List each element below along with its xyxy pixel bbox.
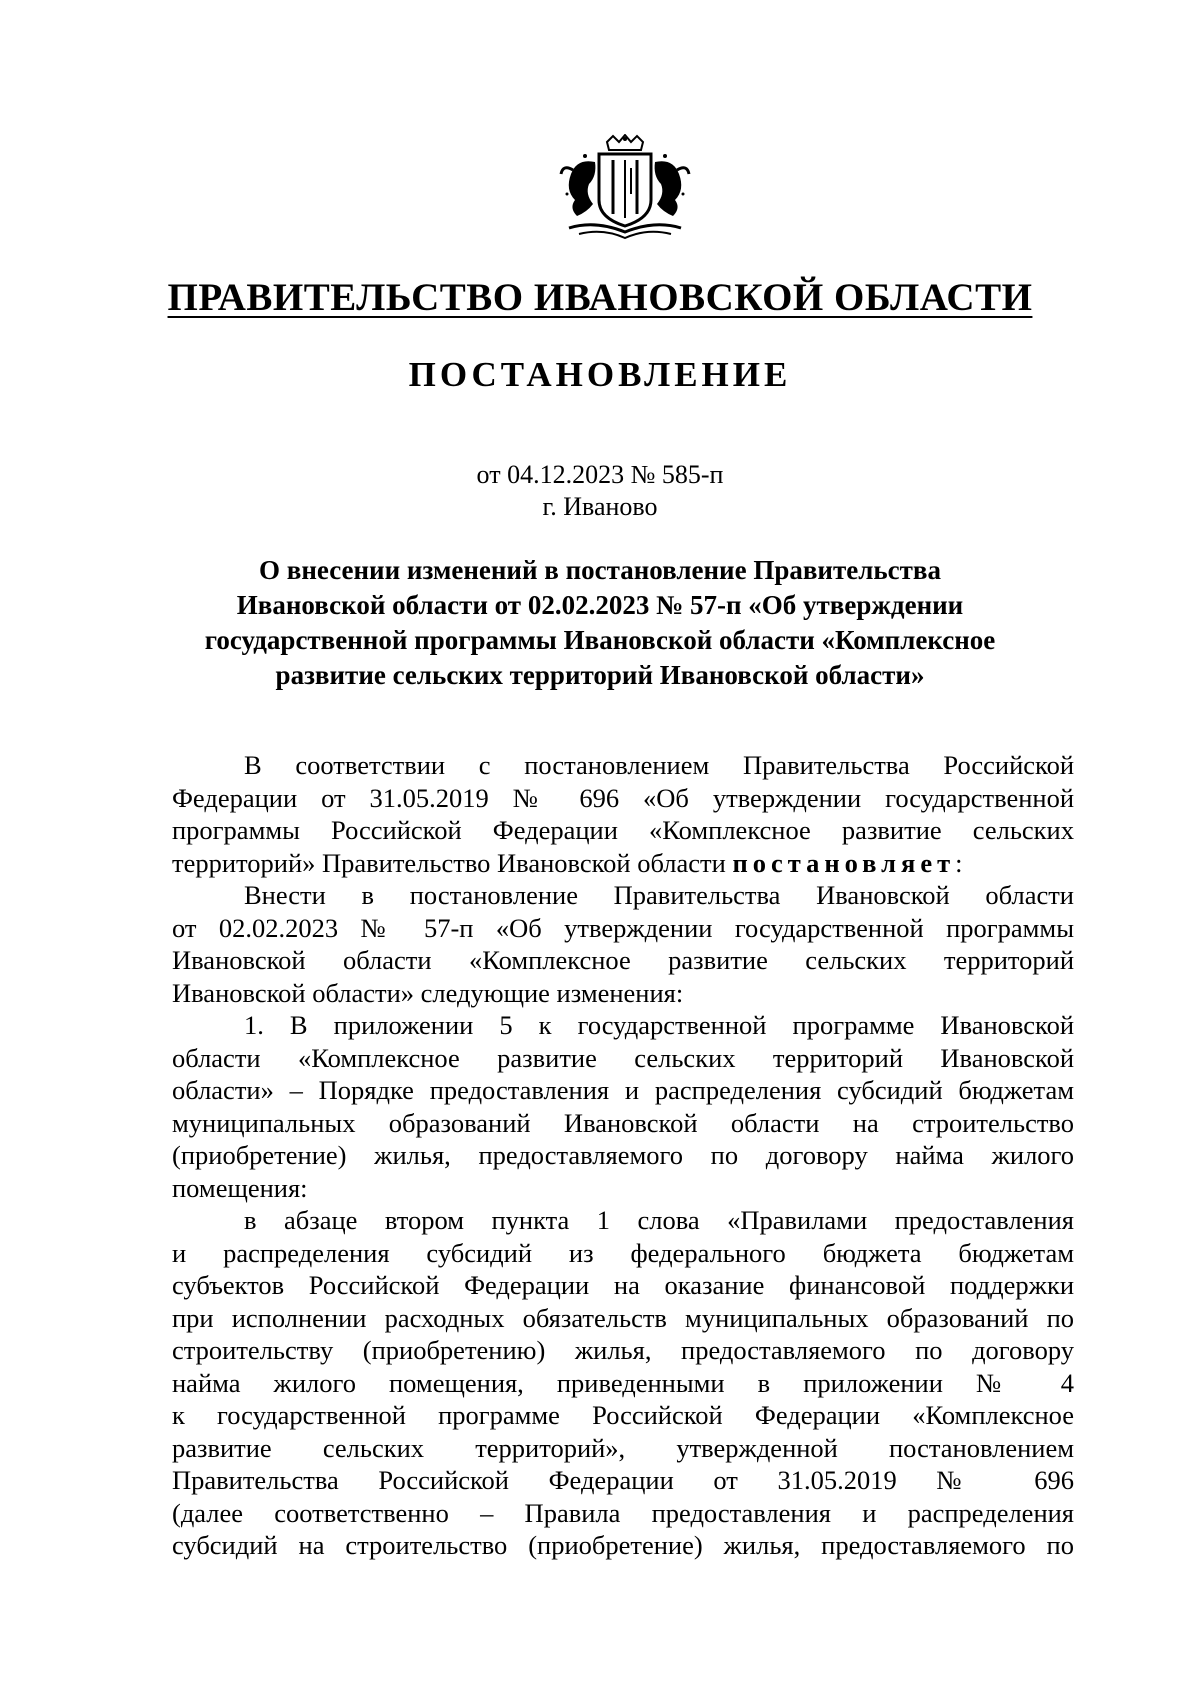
body-line: (далее соответственно – Правила предоставления и распределения: [172, 1497, 1074, 1528]
document-type: ПОСТАНОВЛЕНИЕ: [408, 355, 792, 394]
document-heading: [0, 553, 1200, 693]
body-line: к государственной программе Российской Федерации «Комплексное: [172, 1400, 1074, 1430]
body-line: муниципальных образований Ивановской области на строительство: [172, 1107, 1074, 1138]
document-meta: [0, 459, 1200, 523]
heading-line: развитие сельских территорий Ивановской области»: [275, 660, 925, 690]
heading-line: О внесении изменений в постановление Правительства: [259, 555, 941, 585]
coat-of-arms-icon: [555, 134, 695, 242]
body-line: строительству (приобретению) жилья, предоставляемого по договору: [172, 1335, 1074, 1365]
body-line: в абзаце втором пункта 1 слова «Правилами предоставления: [244, 1205, 1074, 1235]
body-line: найма жилого помещения, приведенными в приложении № 4: [172, 1367, 1074, 1398]
body-line: помещения:: [172, 1172, 308, 1203]
city: г. Иваново: [542, 492, 658, 521]
body-line: В соответствии с постановлением Правительства Российской: [244, 750, 1074, 780]
punctuation: :: [955, 847, 963, 878]
body-line: от 02.02.2023 № 57-п «Об утверждении государственной программы: [172, 912, 1074, 943]
heading-line: государственной программы Ивановской области «Комплексное: [204, 625, 996, 655]
body-line: (приобретение) жилья, предоставляемого по договору найма жилого: [172, 1140, 1074, 1170]
body-line: 1. В приложении 5 к государственной программе Ивановской: [244, 1010, 1074, 1040]
organization-title: ПРАВИТЕЛЬСТВО ИВАНОВСКОЙ ОБЛАСТИ: [167, 276, 1033, 319]
body-line: Ивановской области «Комплексное развитие сельских территорий: [172, 945, 1074, 975]
body-text: территорий» Правительство Ивановской области: [172, 847, 733, 878]
body-line: области «Комплексное развитие сельских территорий Ивановской: [172, 1042, 1074, 1073]
body-line: Ивановской области» следующие изменения:: [172, 977, 684, 1008]
body-line: Внести в постановление Правительства Ивановской области: [244, 880, 1074, 910]
body-line: субсидий на строительство (приобретение) жилья, предоставляемого по: [172, 1530, 1074, 1560]
document-body: [172, 749, 1074, 1562]
body-line: программы Российской Федерации «Комплексное развитие сельских: [172, 815, 1074, 845]
date-number: от 04.12.2023 № 585-п: [476, 460, 724, 489]
body-line: [172, 847, 1074, 880]
body-line: Федерации от 31.05.2019 № 696 «Об утверждении государственной: [172, 782, 1074, 813]
body-line: развитие сельских территорий», утвержденной постановлением: [172, 1432, 1074, 1463]
heading-line: Ивановской области от 02.02.2023 № 57-п «Об утверждении: [236, 590, 964, 620]
body-line: при исполнении расходных обязательств муниципальных образований по: [172, 1302, 1074, 1333]
decree-word: постановляет: [732, 847, 956, 878]
body-line: и распределения субсидий из федерального бюджета бюджетам: [172, 1237, 1074, 1268]
body-line: области» – Порядке предоставления и распределения субсидий бюджетам: [172, 1075, 1074, 1105]
body-line: субъектов Российской Федерации на оказание финансовой поддержки: [172, 1270, 1074, 1300]
body-line: Правительства Российской Федерации от 31.05.2019 № 696: [172, 1465, 1074, 1495]
